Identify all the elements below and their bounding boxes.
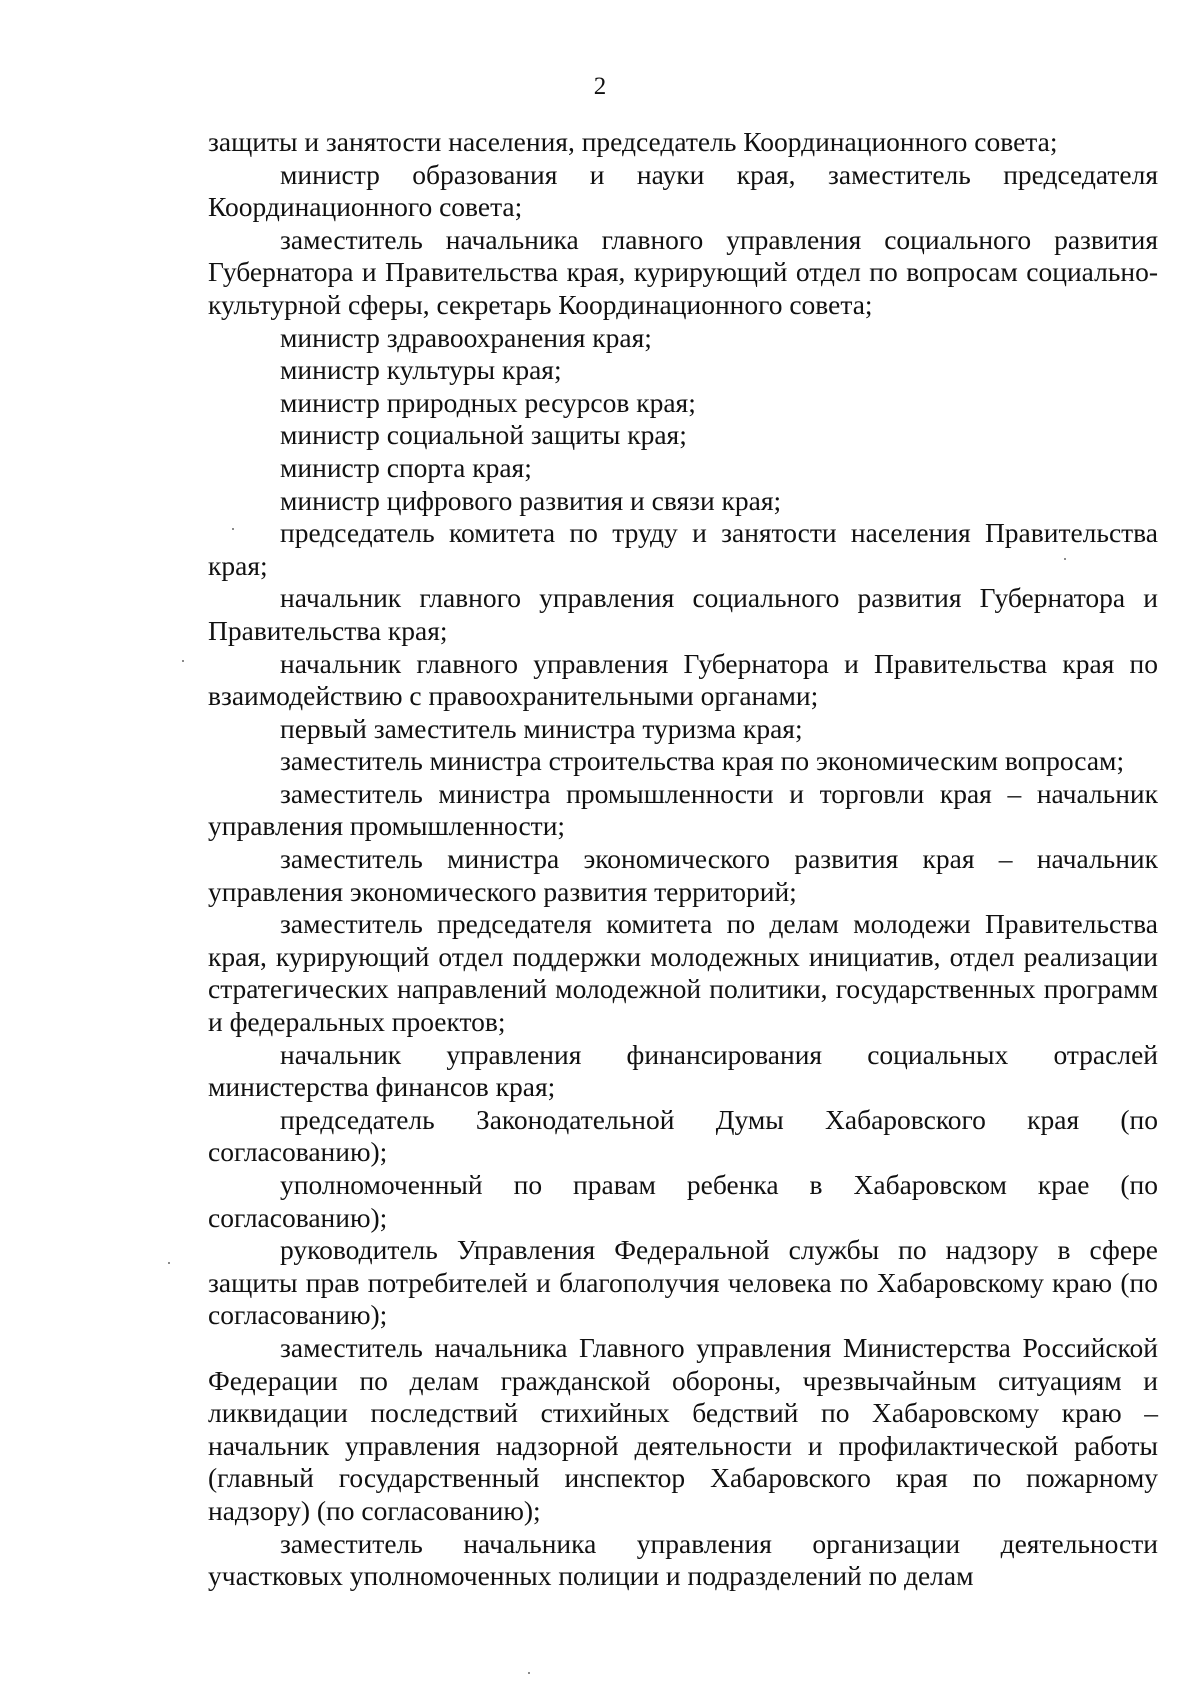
paragraph-19: председатель Законодательной Думы Хабаровского края (по согласованию);	[208, 1103, 1158, 1168]
paragraph-6: министр природных ресурсов края;	[280, 386, 696, 418]
paragraph-13: первый заместитель министра туризма края;	[280, 712, 803, 744]
paragraph-14: заместитель министра строительства края по экономическим вопросам;	[280, 745, 1125, 777]
paragraph-8: министр спорта края;	[280, 451, 532, 483]
paragraph-3: заместитель начальника главного управления социального развития Губернатора и Правительства края, курирующий отдел по вопросам социально-культурной сферы, секретарь Координационного совета;	[208, 223, 1158, 320]
paragraph-9: министр цифрового развития и связи края;	[280, 484, 782, 516]
paragraph-23: заместитель начальника управления организации деятельности участковых уполномоченных полиции и подразделений по делам	[208, 1527, 1158, 1592]
paragraph-16: заместитель министра экономического развития края – начальник управления экономического развития территорий;	[208, 843, 1158, 907]
paragraph-22: заместитель начальника Главного управления Министерства Российской Федерации по делам гражданской обороны, чрезвычайным ситуациям и ликвидации последствий стихийных бедствий по Хабаровскому краю – начальник управления надзорной деятельности и профилактической работы (главный государственный инспектор Хабаровского края по пожарному надзору) (по согласованию);	[208, 1331, 1158, 1526]
paragraph-15: заместитель министра промышленности и торговли края – начальник управления промышленности;	[208, 777, 1158, 842]
paragraph-10: председатель комитета по труду и занятости населения Правительства края;	[208, 517, 1158, 581]
paragraph-18: начальник управления финансирования социальных отраслей министерства финансов края;	[208, 1038, 1158, 1103]
scan-speck	[1064, 558, 1066, 560]
paragraph-12: начальник главного управления Губернатора и Правительства края по взаимодействию с правоохранительными органами;	[208, 647, 1158, 712]
paragraph-20: уполномоченный по правам ребенка в Хабаровском крае (по согласованию);	[208, 1169, 1158, 1233]
scan-speck	[182, 660, 184, 662]
paragraph-7: министр социальной защиты края;	[280, 419, 687, 451]
paragraph-1: защиты и занятости населения, председатель Координационного совета;	[208, 126, 1058, 157]
document-body	[208, 126, 1158, 1593]
page-number: 2	[593, 73, 607, 100]
scan-speck	[232, 528, 234, 530]
paragraph-21: руководитель Управления Федеральной службы по надзору в сфере защиты прав потребителей и благополучия человека по Хабаровскому краю (по согласованию);	[208, 1234, 1158, 1331]
scan-speck	[168, 1262, 170, 1264]
paragraph-2: министр образования и науки края, заместитель председателя Координационного совета;	[208, 158, 1158, 223]
paragraph-17: заместитель председателя комитета по делам молодежи Правительства края, курирующий отдел поддержки молодежных инициатив, отдел реализации стратегических направлений молодежной политики, государственных программ и федеральных проектов;	[208, 908, 1158, 1038]
scan-speck	[528, 1672, 530, 1674]
paragraph-5: министр культуры края;	[280, 354, 562, 386]
paragraph-4: министр здравоохранения края;	[280, 321, 652, 353]
paragraph-11: начальник главного управления социального развития Губернатора и Правительства края;	[208, 582, 1158, 646]
